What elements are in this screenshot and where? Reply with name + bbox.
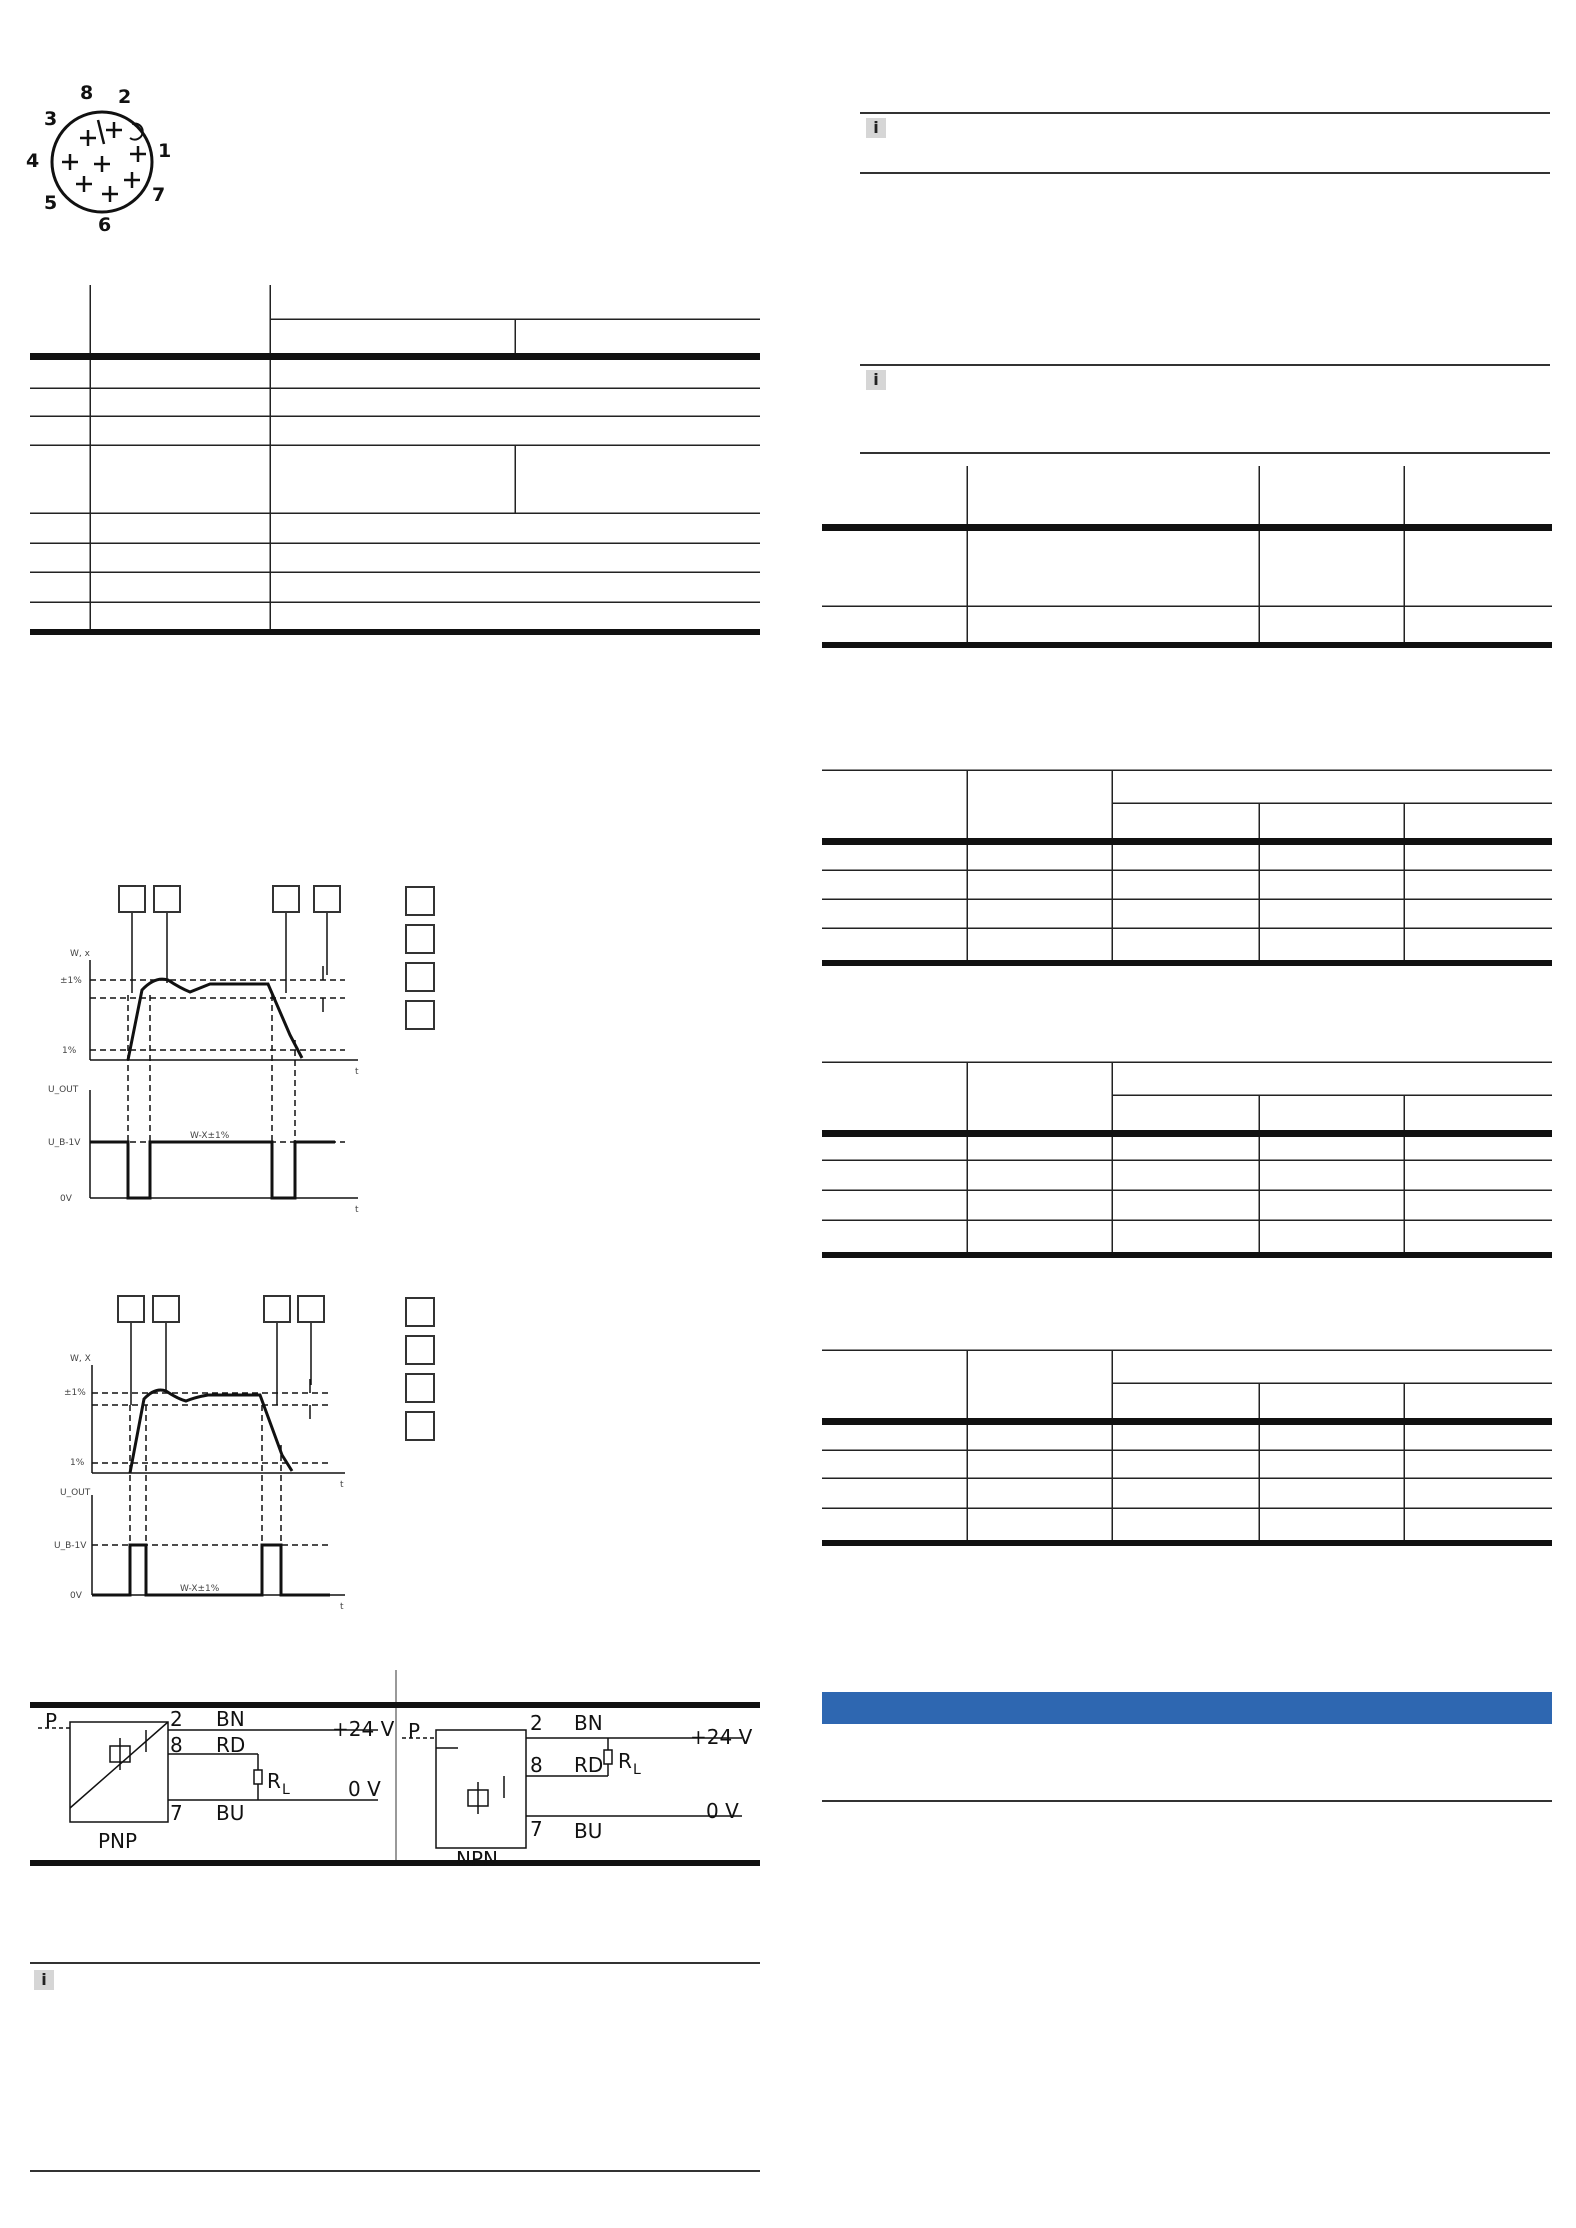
npn-supply-pos: +24 V: [690, 1725, 753, 1749]
pin-label-7: 7: [152, 184, 166, 206]
pin-label-6: 6: [98, 214, 112, 236]
info-note-bottom-rule: [860, 172, 1550, 174]
bottom-high-label: U_B-1V: [54, 1541, 87, 1551]
legend-box-b3: [405, 1373, 435, 1403]
top-one-percent-label: 1%: [62, 1046, 77, 1056]
npn-pin-2: 2: [530, 1711, 543, 1735]
npn-circuit: [396, 1708, 760, 1870]
info-icon: i: [34, 1970, 54, 1990]
info-note-top-rule: [860, 112, 1550, 114]
info-icon: i: [866, 118, 886, 138]
npn-wire-rd: RD: [574, 1753, 604, 1777]
bottom-y-axis-label: W, X: [70, 1354, 91, 1364]
info-note-right-1: [860, 112, 1550, 174]
legend-box-4: [405, 1000, 435, 1030]
pin-label-8: 8: [80, 82, 94, 104]
info-note-bottom-rule: [860, 452, 1550, 454]
pnp-load-sub: L: [282, 1782, 290, 1798]
top-t2-label: t: [355, 1205, 359, 1215]
pin-label-2: 2: [118, 86, 132, 108]
right-table-1: [822, 466, 1552, 650]
top-band-label: W-X±1%: [190, 1131, 230, 1141]
top-t-label: t: [355, 1067, 359, 1077]
legend-box-b4: [405, 1411, 435, 1441]
npn-supply-zero: 0 V: [706, 1799, 739, 1823]
top-y-axis-label: W, x: [70, 949, 90, 959]
pin-label-5: 5: [44, 192, 58, 214]
legend-box-b1: [405, 1297, 435, 1327]
pnp-pin-8: 8: [170, 1733, 183, 1757]
npn-p-label: P: [408, 1719, 421, 1743]
bottom-low-label: 0V: [70, 1591, 82, 1601]
pin-assignment-table: [30, 285, 760, 645]
top-tol-label: ±1%: [60, 976, 82, 986]
info-note-top-rule: [860, 364, 1550, 366]
pnp-wire-bu: BU: [216, 1801, 245, 1825]
bottom-t-label: t: [340, 1480, 344, 1490]
right-table-3: [822, 1030, 1552, 1262]
section-banner: [822, 1692, 1552, 1724]
npn-load-sub: L: [633, 1762, 641, 1778]
legend-box-b2: [405, 1335, 435, 1365]
top-high-label: U_B-1V: [48, 1138, 81, 1148]
bottom-band-label: W-X±1%: [180, 1584, 220, 1594]
bottom-out-axis-label: U_OUT: [60, 1488, 91, 1498]
bottom-t2-label: t: [340, 1602, 344, 1612]
switching-diagram-bottom: [40, 1295, 430, 1615]
npn-load-label: R: [618, 1749, 632, 1773]
bottom-one-percent-label: 1%: [70, 1458, 85, 1468]
pnp-type-label: PNP: [98, 1829, 138, 1853]
circuit-table: [30, 1670, 760, 1870]
pnp-p-label: P: [45, 1709, 58, 1733]
npn-wire-bn: BN: [574, 1711, 603, 1735]
legend-box-2: [405, 924, 435, 954]
info-note-bottom-rule: [30, 2170, 760, 2172]
pin-label-4: 4: [26, 150, 40, 172]
pnp-pin-7: 7: [170, 1801, 183, 1825]
npn-type-label: NPN: [456, 1847, 498, 1870]
info-icon: i: [866, 370, 886, 390]
pnp-circuit: [30, 1708, 396, 1860]
pin-label-3: 3: [44, 108, 58, 130]
pin-label-1: 1: [158, 140, 172, 162]
legend-box-3: [405, 962, 435, 992]
right-table-4: [822, 1318, 1552, 1550]
section-rule: [822, 1800, 1552, 1802]
npn-pin-7: 7: [530, 1817, 543, 1841]
npn-pin-8: 8: [530, 1753, 543, 1777]
info-note-top-rule: [30, 1962, 760, 1964]
top-low-label: 0V: [60, 1194, 72, 1204]
top-out-axis-label: U_OUT: [48, 1085, 79, 1095]
pnp-load-label: R: [267, 1769, 281, 1793]
pnp-supply-zero: 0 V: [348, 1777, 381, 1801]
connector-pin-diagram: [20, 80, 190, 250]
pnp-pin-2: 2: [170, 1708, 183, 1731]
info-note-right-2: [860, 364, 1550, 454]
right-table-2: [822, 738, 1552, 970]
pnp-supply-pos: +24 V: [332, 1717, 395, 1741]
bottom-tol-label: ±1%: [64, 1388, 86, 1398]
pnp-wire-bn: BN: [216, 1708, 245, 1731]
switching-diagram-top: [40, 880, 430, 1220]
info-note-left: [30, 1962, 760, 2172]
legend-box-1: [405, 886, 435, 916]
npn-wire-bu: BU: [574, 1819, 603, 1843]
pnp-wire-rd: RD: [216, 1733, 246, 1757]
